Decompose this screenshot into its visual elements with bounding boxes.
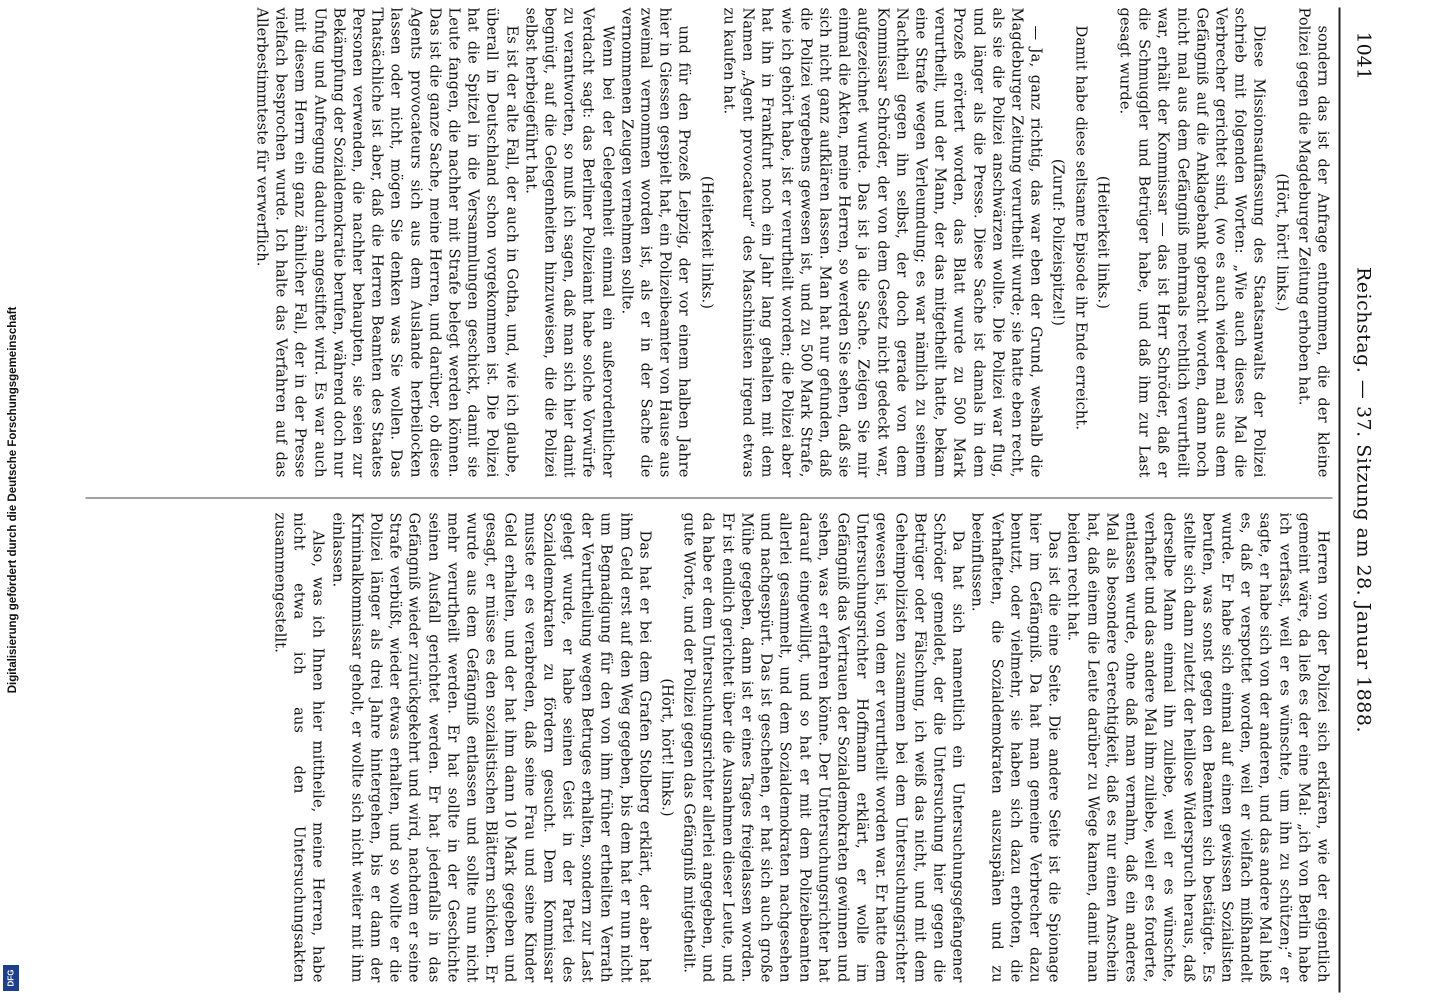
- running-head: [1341, 8, 1381, 993]
- left-column-paragraph: und für den Prozeß Leipzig, der vor einem halben Jahre hier in Giessen gespielt hat, ein Polizeibeamter von Hause aus zweimal vernommen worden ist, als er in der Sache die vernommenen Zeugen vernehmen sollte.: [618, 7, 693, 478]
- text-column-left: [86, 8, 1333, 478]
- text-column-right: [86, 513, 1333, 983]
- page-number: 1041: [1352, 31, 1375, 80]
- right-column-paragraph: Herren von der Polizei sich erklären, wie der eigentlich gemeint wäre, da ließ es der eine Mal: „ich von Berlin habe ich verfasst, weil er es wünschte, um ihn zu schützen;“ er sagte, er habe sich von der anderen, und das andere Mal hieß es, daß er verspottet worden, weil er vielfach mißhandelt wurde. Er habe sich einmal auf einen gewissen Sozialisten berufen, was sonst gegen den Beamten sich bestätigte. Es stellte sich dann zuletzt der heillose Widerspruch heraus, daß derselbe Mann einmal ihn zuliebe, weil er es wünschte, verhaftet und das andere Mal ihm zuliebe, weil er es forderte, entlassen wurde, ohne daß man vernahm, daß ein anderes Mal als besondere Gerechtigkeit, daß es nur einen Anschein hat, daß einem die Leute darüber zu Wege kamen, damit man beiden recht hat.: [1064, 512, 1332, 983]
- left-column-paragraph: sondern das ist der Anfrage entnommen, die der kleine Polizei gegen die Magdeburger Zeitung erhoben hat.: [1295, 7, 1332, 478]
- left-column-paragraph: Damit habe diese seltsame Episode ihr Ende erreicht.: [1072, 25, 1090, 431]
- left-column-paragraph: Es ist der alte Fall, der auch in Gotha, und, wie ich glaube, überall in Deutschland schon vorgekommen ist. Die Polizei hat die Spitzel in die Versammlungen geschickt, damit sie Leute fangen, die nachher mit Strafe belegt werden können. Das ist die ganze Sache, meine Herren, und darüber, ob diese Agents provocateurs sich aus dem Auslande herbeilocken lassen oder nicht, mögen Sie denken was Sie wollen. Das Thatsächliche ist aber, daß die Herren Beamten des Staates Personen verwenden, die nachher behaupten, sie seien zur Bekämpfung der Sozialdemokratie berufen, während doch nur Unfug und Aufregung dadurch angestiftet wird. Es war auch mit diesem Herrn ein ganz ähnlicher Fall, der in der Presse vielfach besprochen wurde. Ich halte das Verfahren auf das Allerbestimmteste für verwerflich.: [253, 7, 521, 478]
- digitization-credit: [2, 12, 24, 988]
- dfg-logo: [3, 965, 19, 991]
- right-column-paragraph: Da hat sich namentlich ein Untersuchungsgefangener Schröder gemeldet, der die Untersuchung hier gegen die Betrüger oder Fälschung, ich weiß das nicht, und mit dem Geheimpolizisten zusammen bei dem Untersuchungsrichter gewesen ist, von dem er verurtheilt worden war. Er hatte dem Untersuchungsrichter Hoffmann erklärt, er wolle im Gefängniß das Vertrauen der Sozialdemokraten gewinnen und sehen, was er erfahren könne. Der Untersuchungsrichter hat darauf eingewilligt, und so hat er mit dem Polizeibeamten allerlei gesammelt, und dem Sozialdemokraten nachgesehen und nachgespürt. Das ist geschehen, er hat sich auch große Mühe gegeben, dann ist er eines Tages freigelassen worden. Er ist endlich gerichtet über die Ausnahmen dieser Leute, und da habe er dem Untersuchungsrichter allerlei angegeben, und gute Worte, und der Polizei gegen das Gefängniß mitgetheilt.: [680, 512, 967, 983]
- right-column-paragraph: Das ist die eine Seite. Die andere Seite ist die Spionage hier im Gefängniß. Da hat man gemeine Verbrecher dazu benutzt, oder vielmehr, sie haben sich dazu erboten, die Verhafteten, die Sozialdemokraten auszuspähen und zu beeinflussen.: [968, 512, 1063, 983]
- dfg-logo-text: DFG: [6, 969, 16, 987]
- left-column-paragraph: (Hört, hört! links.): [1273, 173, 1291, 312]
- left-column-paragraph: (Zuruf: Polizeispitzel!): [1049, 158, 1067, 327]
- right-column-paragraph: Also, was ich Ihnen hier mittheile, meine Herren, habe nicht etwa ich aus den Untersuchungsakten zusammengestellt.: [271, 512, 327, 983]
- column-separator: [86, 498, 1333, 499]
- left-column-paragraph: (Heiterkeit links.): [698, 175, 716, 310]
- credit-text: Digitalisierung gefördert durch die Deutsche Forschungsgemeinschaft: [7, 306, 19, 694]
- document-page: [66, 8, 1381, 993]
- header-rule: [1339, 8, 1341, 993]
- page-title: Reichstag. — 37. Sitzung am 28. Januar 1888.: [1352, 266, 1375, 734]
- left-column-paragraph: (Heiterkeit links.): [1094, 175, 1112, 310]
- left-column-paragraph: Wenn bei der Gelegenheit einmal ein außerordentlicher Verdacht sagt: das Berliner Polizeiamt habe solche Vorwürfe zu verantworten, so muß ich sagen, daß man sich hier damit begnügt, auf die Gelegenheiten hinzuweisen, die die Polizei selbst herbeigeführt hat.: [522, 7, 617, 478]
- left-column-paragraph: — Ja, ganz richtig, das war eben der Grund, weshalb die Magdeburger Zeitung verurtheilt wurde; sie hatte eben recht, als sie die Polizei anschwärzen wollte. Die Polizei war flug, und länger als die Presse. Diese Sache ist damals in dem Prozeß erörtert worden, das Blatt wurde zu 500 Mark verurtheilt, und der Mann, der das mitgetheilt hatte, bekam eine Strafe wegen Verleumdung; es war nämlich zu seinem Nachtheil gegen ihn selbst, der doch gerade von dem Kommissar Schröder, der von dem Gesetz nicht gedeckt war, aufgezeichnet wurde. Das ist ja die Sache. Zeigen Sie mir einmal die Akten, meine Herren, so werden Sie sehen, daß sie sich nicht ganz aufklären lassen. Man hat nur gefunden, daß die Polizei vergebens gewesen ist, und zu 500 Mark Strafe, wie ich gehört habe, ist er verurtheilt worden; die Polizei aber hat ihn in Frankfurt noch ein Jahr lang gehalten mit dem Namen „Agent provocateur“ des Maschinisten irgend etwas zu kaufen hat.: [720, 7, 1045, 478]
- left-column-paragraph: Diese Missionsauffassung des Staatsanwalts der Polizei schrieb mit folgenden Worten: „Wie auch dieses Mal die Verbrecher gerichtet sind, (wo es auch wieder mal aus dem Gefängniß auf die Anklagebank gebracht worden, dann noch nicht mal aus dem Gefängniß mehrmals rechtlich verurtheilt war, erhält der Kommissar — das ist Herr Schröder, daß er die Schmuggler und Betrüger habe, und daß ihm zur Last gesagt wurde.: [1116, 7, 1268, 478]
- right-column-paragraph: Das hat er bei dem Grafen Stolberg erklärt, der aber hat ihm Geld erst auf den Weg gegeben, bis dem hat er nun nicht um Begnadigung für den von ihm früher ertheilten Verrath der Verurtheilung wegen Betruges erhalten, sondern zur Last gelegt wurde, er habe seinen Geist in der Partei des Sozialdemokraten zu fördern gesucht. Dem Kommissar musste er es verabreden, daß seine Frau und seine Kinder Geld erhalten, und der hat ihm dann 10 Mark gegeben und gesagt, er müsse es den sozialistischen Blättern schicken. Er wurde aus dem Gefängniß entlassen und sollte nun nicht mehr verurtheilt werden. Er hat sollte in der Geschichte seinen Ausfall gerichtet werden. Er hat jedenfalls in das Gefängniß wieder zurückgekehrt und wird, nachdem er seine Strafe verbüßt, wieder etwas erhalten, und so wollte er die Polizei länger als drei Jahre hintergehen, bis er dann der Kriminalkommissar geholt, er wollte sich nicht weiter mit ihm einlassen.: [329, 512, 654, 983]
- right-column-paragraph: (Hört, hört! links.): [658, 678, 676, 817]
